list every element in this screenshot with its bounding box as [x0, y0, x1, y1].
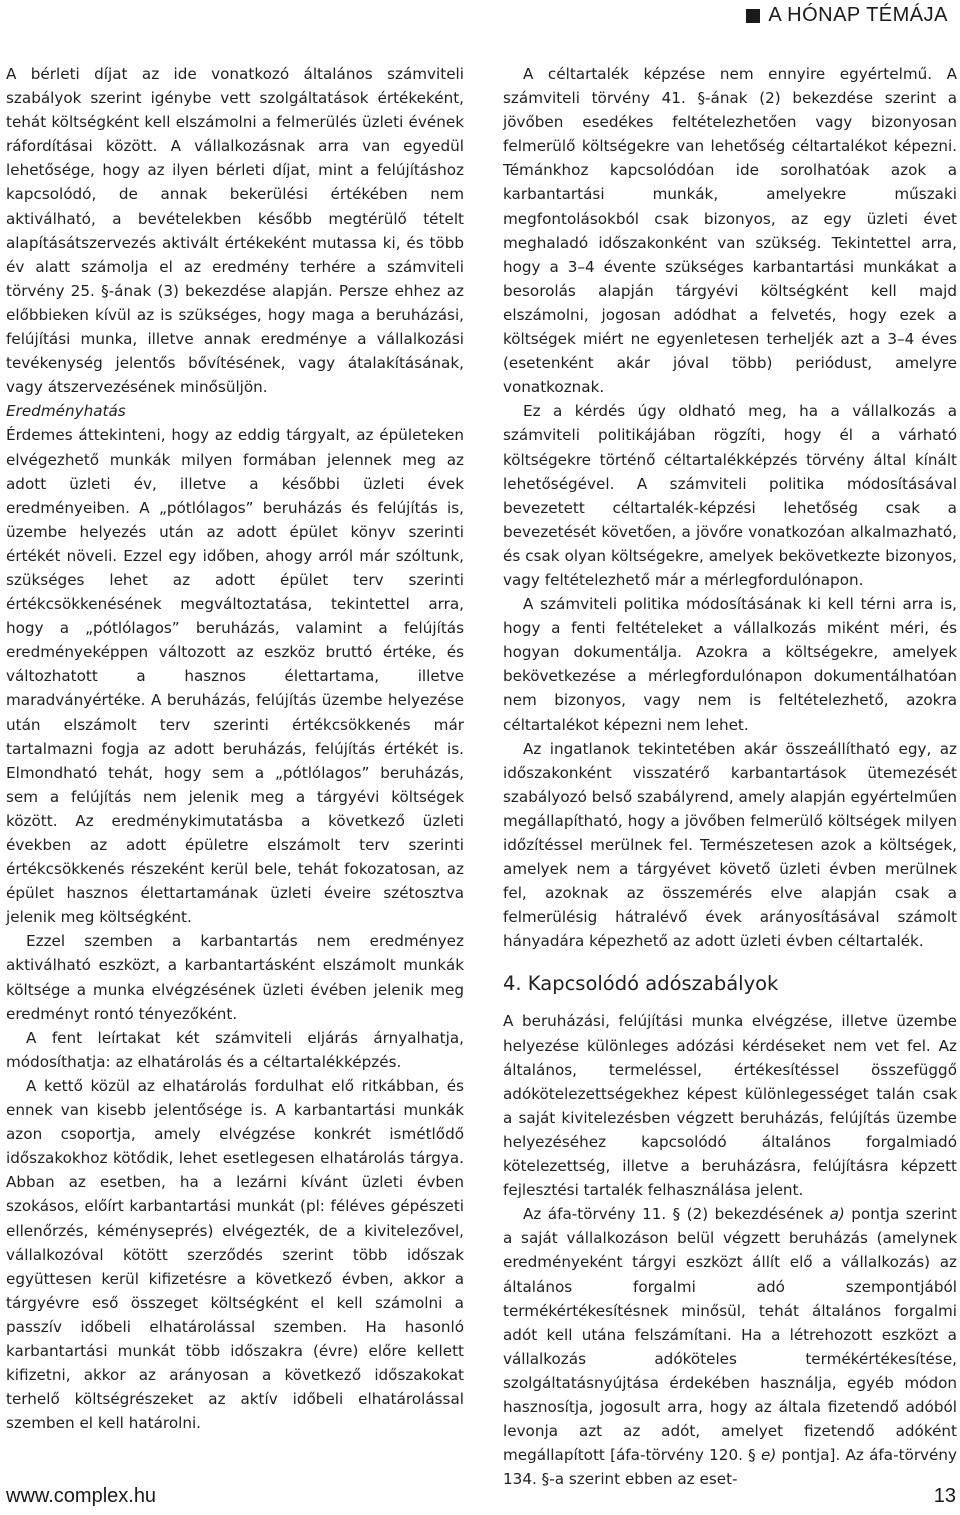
- paragraph: Az ingatlanok tekintetében akár összeállítható egy, az időszakonként visszatérő karbantartások ütemezését szabályozó belső szabályrend, amely alapján egyértelműen megállapítható, hogy a jövőben felmerülő költségek milyen időzítéssel merülnek fel. Természetesen azok a költségek, amelyek nem a tárgyévet követő üzleti évben merülnek fel, azoknak az összemérés elve alapján csak a felmerülésig hátralévő évek arányosításával számolt hányadára képezhető az adott üzleti évben céltartalék.: [503, 739, 957, 951]
- paragraph: A számviteli politika módosításának ki kell térni arra is, hogy a fenti feltételeket a vállalkozás miként méri, és hogyan dokumentálja. Azokra a költségekre, amelyek bekövetkezése a mérlegfordulónapon dokumentálhatóan nem bizonyos, vagy nem is feltételezhető, azokra céltartalékot képezni nem lehet.: [503, 595, 957, 734]
- text-run: pontja]. Az áfa-törvény 134. §-a szerint ebben az eset-: [503, 1446, 958, 1489]
- footer-url[interactable]: www.complex.hu: [6, 1485, 157, 1507]
- paragraph: Ezzel szemben a karbantartás nem eredményez aktiválható eszközt, a karbantartásként elszámolt munkák költsége a munka elvégzésének üzleti évében jelenik meg eredményt rontó tényezőként.: [6, 932, 464, 1023]
- paragraph: Érdemes áttekinteni, hogy az eddig tárgyalt, az épületeken elvégezhető munkák milyen formában jelennek meg az adott üzleti év, illetve a későbbi üzleti évek eredményeiben. A „pótlólagos” beruházás és felújítás is, üzembe helyezés után az adott épület könyv szerinti értékét növeli. Ezzel egy időben, ahogy arról már szóltunk, szükséges lehet az adott épület terv szerinti értékcsökkenésének megváltoztatása, tekintettel arra, hogy a „pótlólagos” beruházás, valamint a felújítás eredményeképpen változott az eszköz bruttó értéke, és változhatott a hasznos élettartama, illetve maradványértéke. A beruházás, felújítás üzembe helyezése után elszámolt terv szerinti értékcsökkenés már tartalmazni fogja az adott beruházás, felújítás értékét is. Elmondható tehát, hogy sem a „pótlólagos” beruházás, sem a felújítás nem jelenik meg a tárgyévi költségek között. Az eredménykimutatásba a következő üzleti években az adott épületre elszámolt terv szerinti értékcsökkenés részeként kerül bele, tehát fokozatosan, az épület hasznos élettartamának üzleti éveire szétosztva jelenik meg költségként.: [6, 426, 464, 927]
- text-run: Az áfa-törvény 11. § (2) bekezdésének: [523, 1205, 830, 1224]
- paragraph: [503, 1202, 957, 1491]
- italic-text: e): [761, 1446, 777, 1465]
- right-column: [503, 62, 957, 1491]
- paragraph: A céltartalék képzése nem ennyire egyértelmű. A számviteli törvény 41. §-ának (2) bekezdése szerint a jövőben esedékes feltételezhetően vagy bizonyosan felmerülő költségekre van lehetőség céltartalékot képezni. Témánkhoz kapcsolódóan ide sorolhatóak azok a karbantartási munkák, amelyekre műszaki megfontolásokból csak bizonyos, az egy üzleti évet meghaladó időszakonként van szükség. Tekintettel arra, hogy a 3–4 évente szükséges karbantartási munkákat a besorolás alapján tárgyévi költségként kell majd elszámolni, jogosan adódhat a felvetés, hogy ezek a költségek miért ne egyenletesen terheljék azt a 3–4 éves (esetenként akár jóval több) periódust, amelyre vonatkoznak.: [503, 65, 957, 397]
- section-heading: 4. Kapcsolódó adószabályok: [503, 972, 779, 996]
- left-column: [6, 62, 464, 1435]
- text-run: pontja szerint a saját vállalkozáson belül végzett beruházás (amelynek eredményeként tárgyi eszközt állít elő a vállalkozás) az általános forgalmi adó szempontjából termékértékesítésnek minősül, tehát általános forgalmi adót kell utána felszámítani. Ha a létrehozott eszközt a vállalkozás adóköteles termékértékesítése, szolgáltatásnyújtása érdekében használja, egyéb módon hasznosítja, jogosult arra, hogy az általa fizetendő adóból levonja azt az adót, amelyet fizetendő adóként megállapított [áfa-törvény 120. §: [503, 1205, 958, 1465]
- paragraph: A beruházási, felújítási munka elvégzése, illetve üzembe helyezése különleges adózási kérdéseket nem vet fel. Az általános, termeléssel, értékesítéssel összefüggő adókötelezettségekhez képest különlegességet talán csak a saját kivitelezésben végzett beruházás, felújítás üzembe helyezéséhez kapcsolódó általános forgalmiadó kötelezettség, illetve a beruházásra, felújításra képzett fejlesztési tartalék felhasználása jelent.: [503, 1012, 957, 1200]
- section-title: A HÓNAP TÉMÁJA: [768, 4, 948, 26]
- page-number: 13: [933, 1485, 956, 1507]
- paragraph: A bérleti díjat az ide vonatkozó általános számviteli szabályok szerint igénybe vett szolgáltatások értékeként, tehát költségként kell elszámolni a felmerülés üzleti évének ráfordításai között. A vállalkozásnak arra van egyedül lehetősége, hogy az ilyen bérleti díjat, mint a felújításhoz kapcsolódó, de annak bekerülési értékében nem aktiválható, a bevételekben később megtérülő tételt alapításátszervezés aktivált értékeként mutassa ki, és több év alatt számolja el az eredmény terhére a számviteli törvény 25. §-ának (3) bekezdése alapján. Persze ehhez az előbbieken kívül az is szükséges, hogy maga a beruházási, felújítási munka, illetve annak eredménye a vállalkozási tevékenység jelentős bővítésének, vagy átalakításának, vagy átszervezésének minősüljön.: [6, 65, 464, 397]
- paragraph: A fent leírtakat két számviteli eljárás árnyalhatja, módosíthatja: az elhatárolás és a céltartalékképzés.: [6, 1028, 464, 1071]
- square-bullet-icon: [746, 9, 760, 23]
- paragraph: A kettő közül az elhatárolás fordulhat elő ritkábban, és ennek van kisebb jelentősége is. A karbantartási munkák azon csoportja, amely elvégzése konkrét ismétlődő időszakokhoz kötődik, lehet esetlegesen elhatárolás tárgya. Abban az esetben, ha a lezárni kívánt üzleti évben szokásos, előírt karbantartási munkát (pl: féléves gépészeti ellenőrzés, kéményseprés) elvégezték, de a kivitelezővel, vállalkozóval kötött szerződés szerint több időszak együttesen kerül kifizetésre a következő évben, akkor a tárgyévre eső összeget költségként el kell számolni a passzív időbeli elhatárolással szemben. Ha hasonló karbantartási munkát több időszakra (évre) előre kellett kifizetni, akkor az arányosan a következő időszakokat terhelő költségrészeket az aktív időbeli elhatárolással szemben el kell határolni.: [6, 1076, 464, 1433]
- italic-text: a): [829, 1205, 845, 1224]
- subheading: Eredményhatás: [6, 402, 126, 421]
- paragraph: Ez a kérdés úgy oldható meg, ha a vállalkozás a számviteli politikájában rögzíti, hogy él a várható költségekre történő céltartalékképzés törvény által kínált lehetőségével. A számviteli politika módosításával bevezetett céltartalék-képzési lehetőség csak a bevezetését követően, a jövőre vonatkozóan alkalmazható, és csak olyan költségekre, amelyek bekövetkezte bizonyos, vagy feltételezhető már a mérlegfordulónapon.: [503, 402, 957, 589]
- section-header: [746, 4, 948, 27]
